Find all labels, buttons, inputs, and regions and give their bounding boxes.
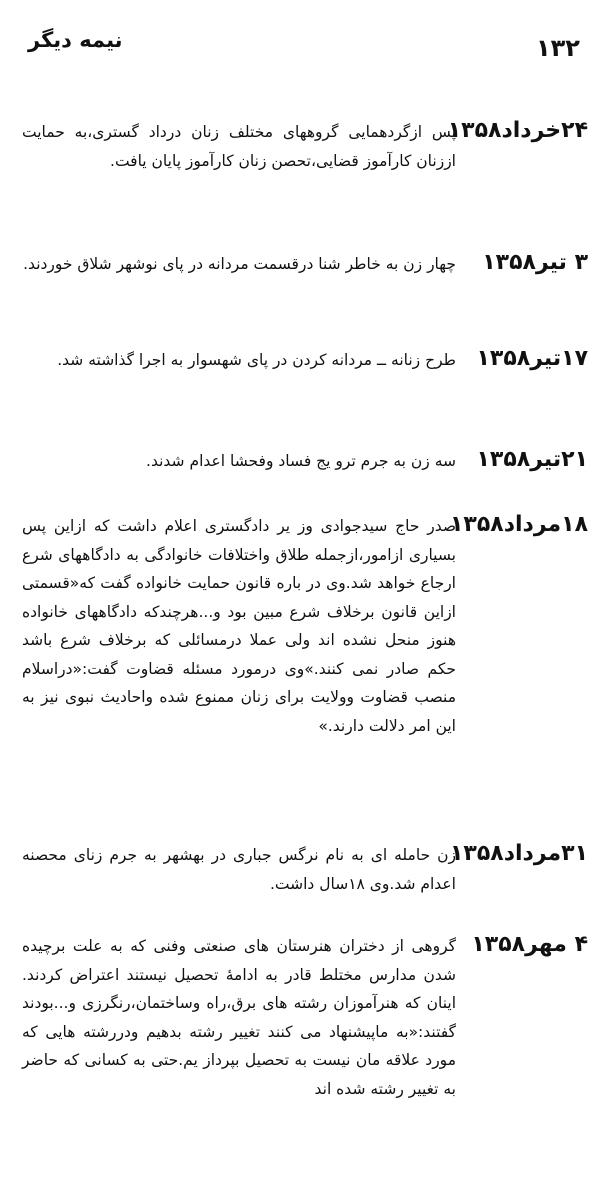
entry-date: ۳۱مرداد۱۳۵۸: [449, 841, 588, 866]
entry-date: ۳ تیر۱۳۵۸: [482, 250, 588, 275]
entry-text: زن حامله ای به نام نرگس جباری در بهشهر به جرم زنای محصنه اعدام شد.وی ۱۸سال داشت.: [22, 846, 456, 893]
entry-date: ۴ مهر۱۳۵۸: [471, 932, 588, 957]
entry-date: ۱۸مرداد۱۳۵۸: [449, 512, 588, 537]
entry-text: طرح زنانه ــ مردانه کردن در پای شهسوار به اجرا گذاشته شد.: [57, 351, 456, 369]
entry-text: پس ازگردهمایی گروههای مختلف زنان درداد گستری،به حمایت اززنان کارآموز قضایی،تحصن زنان کارآموز پایان یافت.: [22, 123, 456, 170]
running-title: نیمه دیگر: [28, 28, 123, 52]
entry-text: گروهی از دختران هنرستان های صنعتی وفنی که به علت برچیده شدن مدارس مختلط قادر به ادامهٔ تحصیل نیستند اعتراض کردند. اینان که هنرآموزان رشته های برق،راه وساختمان،رنگرزی و...بودند گفتند:«به ماپیشنهاد می کنند تغییر رشته بدهیم ودررشته هایی که مورد علاقه مان نیست به تحصیل بپرداز یم.حتی به کسانی که حاضر به تغییر رشته شده اند: [22, 937, 456, 1098]
entry-text: چهار زن به خاطر شنا درقسمت مردانه در پای نوشهر شلاق خوردند.: [23, 255, 456, 273]
entry-date: ۲۱تیر۱۳۵۸: [476, 447, 588, 472]
entry-date: ۱۷تیر۱۳۵۸: [476, 346, 588, 371]
page-number: ۱۳۲: [536, 34, 580, 62]
entry-text: سه زن به جرم ترو یج فساد وفحشا اعدام شدند.: [146, 452, 456, 470]
entry-date: ۲۴خرداد۱۳۵۸: [447, 118, 588, 143]
entry-text: صدر حاج سیدجوادی وز یر دادگستری اعلام داشت که ازاین پس بسیاری ازامور،ازجمله طلاق واختلافات خانوادگی به دادگاههای شرع ارجاع خواهد شد.وی در باره قانون حمایت خانواده گفت که«قسمتی ازاین قانون برخلاف شرع مبین بود و...هرچندکه دادگاههای خانواده هنوز منحل نشده اند ولی عملا درمسائلی که برخلاف شرع باشد حکم صادر نمی کنند.»وی درمورد مسئله قضاوت گفت:«دراسلام منصب قضاوت وولایت برای زنان ممنوع شده واحادیث نبوی نیز به این امر دلالت دارند.»: [22, 517, 456, 735]
